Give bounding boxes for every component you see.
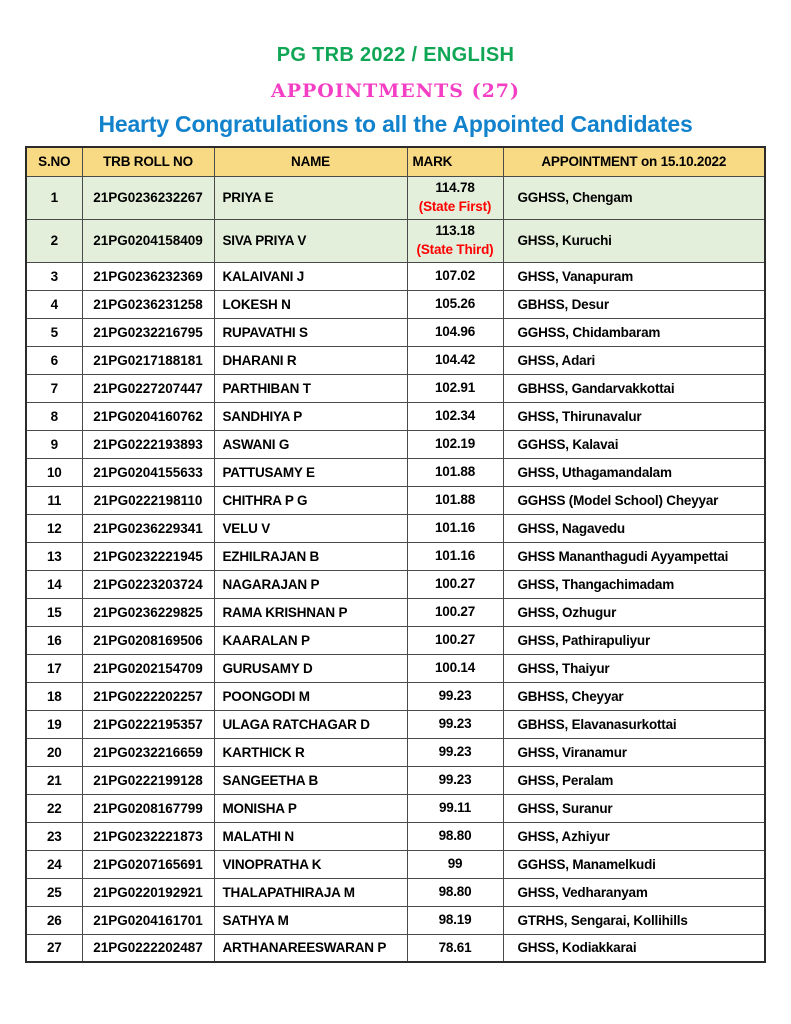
candidate-name-cell: RAMA KRISHNAN P (214, 598, 407, 626)
appointment-school-cell: GHSS, Thirunavalur (503, 402, 765, 430)
table-row (26, 346, 765, 374)
candidate-name-cell: SIVA PRIYA V (214, 219, 407, 262)
appointment-school-cell: GHSS, Nagavedu (503, 514, 765, 542)
table-row (26, 570, 765, 598)
trb-roll-no-cell: 21PG0236229341 (82, 514, 214, 542)
appointment-school-cell: GHSS, Vedharanyam (503, 878, 765, 906)
mark-value: 99.23 (438, 771, 472, 787)
mark-value: 113.18 (435, 223, 475, 239)
trb-roll-no-cell: 21PG0204158409 (82, 219, 214, 262)
serial-number-cell: 23 (26, 822, 82, 850)
mark-cell (407, 430, 503, 458)
page-title-appointments-count: APPOINTMENTS (27) (270, 80, 521, 102)
mark-cell (407, 542, 503, 570)
candidate-name-cell: THALAPATHIRAJA M (214, 878, 407, 906)
trb-roll-no-cell: 21PG0232216795 (82, 318, 214, 346)
mark-cell (407, 626, 503, 654)
candidate-name-cell: POONGODI M (214, 682, 407, 710)
trb-roll-no-cell: 21PG0223203724 (82, 570, 214, 598)
mark-value: 101.88 (434, 491, 476, 507)
table-row (26, 486, 765, 514)
table-row (26, 176, 765, 219)
mark-cell (407, 486, 503, 514)
table-row (26, 710, 765, 738)
appointment-school-cell: GTRHS, Sengarai, Kollihills (503, 906, 765, 934)
trb-roll-no-cell: 21PG0236232267 (82, 176, 214, 219)
appointment-school-cell: GHSS, Viranamur (503, 738, 765, 766)
page-title-congratulations: Hearty Congratulations to all the Appointed Candidates (98, 111, 693, 137)
serial-number-cell: 21 (26, 766, 82, 794)
mark-cell (407, 514, 503, 542)
mark-cell (407, 262, 503, 290)
mark-cell (407, 794, 503, 822)
mark-cell (407, 598, 503, 626)
mark-value: 99.23 (438, 743, 472, 759)
trb-roll-no-cell: 21PG0220192921 (82, 878, 214, 906)
table-row (26, 906, 765, 934)
serial-number-cell: 27 (26, 934, 82, 962)
mark-value: 99.23 (438, 687, 472, 703)
table-row (26, 374, 765, 402)
serial-number-cell: 26 (26, 906, 82, 934)
serial-number-cell: 6 (26, 346, 82, 374)
candidate-name-cell: GURUSAMY D (214, 654, 407, 682)
mark-cell (407, 850, 503, 878)
serial-number-cell: 25 (26, 878, 82, 906)
trb-roll-no-cell: 21PG0222198110 (82, 486, 214, 514)
mark-value: 98.19 (438, 911, 472, 927)
appointment-school-cell: GBHSS, Cheyyar (503, 682, 765, 710)
mark-cell (407, 318, 503, 346)
serial-number-cell: 16 (26, 626, 82, 654)
mark-value: 101.16 (434, 519, 476, 535)
candidate-name-cell: PRIYA E (214, 176, 407, 219)
appointment-school-cell: GHSS, Uthagamandalam (503, 458, 765, 486)
candidate-name-cell: DHARANI R (214, 346, 407, 374)
mark-cell (407, 290, 503, 318)
trb-roll-no-cell: 21PG0232221873 (82, 822, 214, 850)
mark-cell (407, 682, 503, 710)
appointment-school-cell: GHSS, Azhiyur (503, 822, 765, 850)
trb-roll-no-cell: 21PG0222199128 (82, 766, 214, 794)
serial-number-cell: 13 (26, 542, 82, 570)
page-title-exam: PG TRB 2022 / ENGLISH (276, 44, 515, 66)
serial-number-cell: 10 (26, 458, 82, 486)
table-row (26, 878, 765, 906)
state-rank-note: (State First) (418, 198, 492, 214)
candidate-name-cell: VELU V (214, 514, 407, 542)
appointment-school-cell: GGHSS, Chidambaram (503, 318, 765, 346)
appointment-school-cell: GBHSS, Gandarvakkottai (503, 374, 765, 402)
serial-number-cell: 8 (26, 402, 82, 430)
candidate-name-cell: CHITHRA P G (214, 486, 407, 514)
appointment-school-cell: GHSS, Ozhugur (503, 598, 765, 626)
serial-number-cell: 3 (26, 262, 82, 290)
table-row (26, 850, 765, 878)
appointments-table-body (26, 176, 765, 962)
serial-number-cell: 11 (26, 486, 82, 514)
appointment-school-cell: GHSS, Thaiyur (503, 654, 765, 682)
table-row (26, 598, 765, 626)
mark-value: 105.26 (434, 295, 476, 311)
serial-number-cell: 9 (26, 430, 82, 458)
appointment-school-cell: GHSS, Suranur (503, 794, 765, 822)
appointment-school-cell: GGHSS, Kalavai (503, 430, 765, 458)
serial-number-cell: 4 (26, 290, 82, 318)
mark-value: 107.02 (434, 267, 476, 283)
mark-value: 104.96 (434, 323, 476, 339)
serial-number-cell: 14 (26, 570, 82, 598)
candidate-name-cell: RUPAVATHI S (214, 318, 407, 346)
appointment-school-cell: GHSS, Adari (503, 346, 765, 374)
mark-value: 102.91 (434, 379, 476, 395)
mark-cell (407, 219, 503, 262)
table-row (26, 542, 765, 570)
table-row (26, 626, 765, 654)
mark-value: 101.88 (434, 463, 476, 479)
appointments-table (25, 146, 766, 963)
table-header-row (26, 147, 765, 176)
trb-roll-no-cell: 21PG0217188181 (82, 346, 214, 374)
mark-value: 102.19 (434, 435, 476, 451)
mark-value: 114.78 (435, 180, 475, 196)
appointment-school-cell: GHSS, Pathirapuliyur (503, 626, 765, 654)
serial-number-cell: 1 (26, 176, 82, 219)
mark-value: 100.27 (434, 631, 476, 647)
trb-roll-no-cell: 21PG0236229825 (82, 598, 214, 626)
candidate-name-cell: MALATHI N (214, 822, 407, 850)
table-row (26, 430, 765, 458)
trb-roll-no-cell: 21PG0236231258 (82, 290, 214, 318)
mark-value: 99 (447, 855, 463, 871)
candidate-name-cell: MONISHA P (214, 794, 407, 822)
appointment-school-cell: GGHSS (Model School) Cheyyar (503, 486, 765, 514)
appointment-school-cell: GBHSS, Desur (503, 290, 765, 318)
appointment-school-cell: GHSS, Thangachimadam (503, 570, 765, 598)
table-row (26, 318, 765, 346)
mark-cell (407, 374, 503, 402)
serial-number-cell: 17 (26, 654, 82, 682)
trb-roll-no-cell: 21PG0208169506 (82, 626, 214, 654)
candidate-name-cell: VINOPRATHA K (214, 850, 407, 878)
trb-roll-no-cell: 21PG0236232369 (82, 262, 214, 290)
col-header-name: NAME (214, 147, 407, 176)
appointment-school-cell: GHSS, Kodiakkarai (503, 934, 765, 962)
mark-cell (407, 346, 503, 374)
mark-cell (407, 878, 503, 906)
trb-roll-no-cell: 21PG0204155633 (82, 458, 214, 486)
table-row (26, 458, 765, 486)
trb-roll-no-cell: 21PG0222195357 (82, 710, 214, 738)
candidate-name-cell: LOKESH N (214, 290, 407, 318)
serial-number-cell: 2 (26, 219, 82, 262)
trb-roll-no-cell: 21PG0222202487 (82, 934, 214, 962)
table-row (26, 262, 765, 290)
serial-number-cell: 19 (26, 710, 82, 738)
serial-number-cell: 5 (26, 318, 82, 346)
mark-cell (407, 710, 503, 738)
appointment-school-cell: GHSS, Kuruchi (503, 219, 765, 262)
appointment-school-cell: GHSS, Vanapuram (503, 262, 765, 290)
candidate-name-cell: PARTHIBAN T (214, 374, 407, 402)
mark-value: 78.61 (438, 939, 472, 955)
mark-value: 98.80 (438, 827, 472, 843)
table-row (26, 402, 765, 430)
serial-number-cell: 22 (26, 794, 82, 822)
mark-cell (407, 458, 503, 486)
serial-number-cell: 15 (26, 598, 82, 626)
serial-number-cell: 20 (26, 738, 82, 766)
appointment-school-cell: GBHSS, Elavanasurkottai (503, 710, 765, 738)
table-row (26, 682, 765, 710)
mark-value: 102.34 (434, 407, 476, 423)
mark-value: 100.27 (434, 603, 476, 619)
trb-roll-no-cell: 21PG0222202257 (82, 682, 214, 710)
mark-value: 98.80 (438, 883, 472, 899)
table-row (26, 794, 765, 822)
serial-number-cell: 12 (26, 514, 82, 542)
table-row (26, 290, 765, 318)
mark-cell (407, 176, 503, 219)
mark-cell (407, 766, 503, 794)
mark-value: 100.27 (434, 575, 476, 591)
col-header-appointment: APPOINTMENT on 15.10.2022 (503, 147, 765, 176)
candidate-name-cell: ULAGA RATCHAGAR D (214, 710, 407, 738)
serial-number-cell: 24 (26, 850, 82, 878)
trb-roll-no-cell: 21PG0227207447 (82, 374, 214, 402)
candidate-name-cell: KAARALAN P (214, 626, 407, 654)
appointment-school-cell: GHSS Mananthagudi Ayyampettai (503, 542, 765, 570)
table-row (26, 738, 765, 766)
trb-roll-no-cell: 21PG0204160762 (82, 402, 214, 430)
col-header-mark: MARK (407, 147, 503, 176)
candidate-name-cell: EZHILRAJAN B (214, 542, 407, 570)
table-row (26, 822, 765, 850)
table-row (26, 934, 765, 962)
mark-value: 99.11 (438, 799, 472, 815)
trb-roll-no-cell: 21PG0222193893 (82, 430, 214, 458)
candidate-name-cell: ASWANI G (214, 430, 407, 458)
mark-cell (407, 570, 503, 598)
mark-value: 100.14 (434, 659, 476, 675)
mark-value: 101.16 (434, 547, 476, 563)
candidate-name-cell: SANDHIYA P (214, 402, 407, 430)
mark-cell (407, 402, 503, 430)
trb-roll-no-cell: 21PG0208167799 (82, 794, 214, 822)
trb-roll-no-cell: 21PG0202154709 (82, 654, 214, 682)
col-header-roll-no: TRB ROLL NO (82, 147, 214, 176)
trb-roll-no-cell: 21PG0232216659 (82, 738, 214, 766)
table-row (26, 654, 765, 682)
mark-cell (407, 906, 503, 934)
candidate-name-cell: KALAIVANI J (214, 262, 407, 290)
mark-cell (407, 654, 503, 682)
trb-roll-no-cell: 21PG0204161701 (82, 906, 214, 934)
candidate-name-cell: PATTUSAMY E (214, 458, 407, 486)
mark-value: 99.23 (438, 715, 472, 731)
state-rank-note: (State Third) (416, 241, 494, 257)
trb-roll-no-cell: 21PG0207165691 (82, 850, 214, 878)
table-row (26, 766, 765, 794)
mark-cell (407, 934, 503, 962)
col-header-sno: S.NO (26, 147, 82, 176)
candidate-name-cell: SATHYA M (214, 906, 407, 934)
appointment-school-cell: GGHSS, Chengam (503, 176, 765, 219)
table-row (26, 219, 765, 262)
candidate-name-cell: SANGEETHA B (214, 766, 407, 794)
table-row (26, 514, 765, 542)
mark-cell (407, 822, 503, 850)
candidate-name-cell: KARTHICK R (214, 738, 407, 766)
trb-roll-no-cell: 21PG0232221945 (82, 542, 214, 570)
mark-value: 104.42 (434, 351, 476, 367)
appointment-school-cell: GGHSS, Manamelkudi (503, 850, 765, 878)
candidate-name-cell: ARTHANAREESWARAN P (214, 934, 407, 962)
appointment-school-cell: GHSS, Peralam (503, 766, 765, 794)
candidate-name-cell: NAGARAJAN P (214, 570, 407, 598)
mark-cell (407, 738, 503, 766)
serial-number-cell: 7 (26, 374, 82, 402)
serial-number-cell: 18 (26, 682, 82, 710)
